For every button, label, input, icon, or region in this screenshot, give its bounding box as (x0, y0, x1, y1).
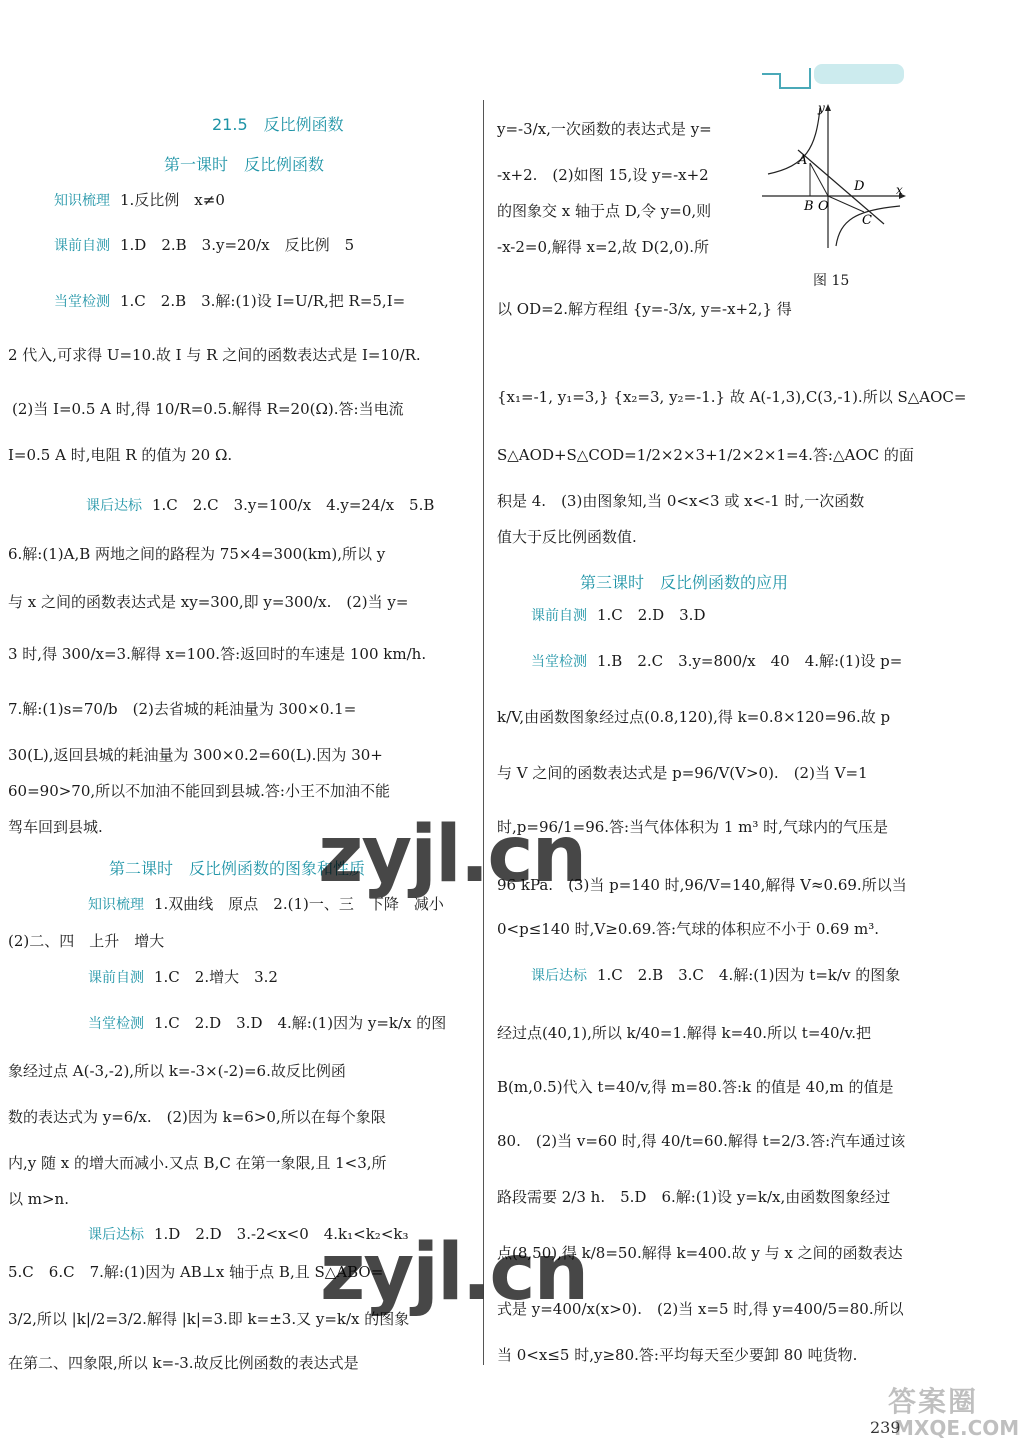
answer-line: 与 V 之间的函数表达式是 p=96/V(V>0). (2)当 V=1 (497, 764, 868, 782)
column-divider (483, 100, 484, 1365)
answer-line: 的图象交 x 轴于点 D,令 y=0,则 (497, 202, 712, 220)
answer-line: y=-3/x,一次函数的表达式是 y= (497, 120, 712, 138)
answer-line: 当堂检测 1.B 2.C 3.y=800/x 40 4.解:(1)设 p= (531, 652, 903, 670)
function-graph-figure (760, 98, 910, 258)
answer-line: -x-2=0,解得 x=2,故 D(2,0).所 (497, 238, 709, 256)
answer-line: 6.解:(1)A,B 两地之间的路程为 75×4=300(km),所以 y (8, 545, 386, 563)
site-logo: 答案圈 MXQE.COM (888, 1385, 1019, 1440)
answer-line: 当 0<x≤5 时,y≥80.答:平均每天至少要卸 80 吨货物. (497, 1346, 858, 1364)
section-title: 21.5 反比例函数 (212, 115, 344, 134)
label-a: A (798, 153, 808, 168)
answer-line: 式是 y=400/x(x>0). (2)当 x=5 时,得 y=400/5=80.所以 (497, 1300, 904, 1318)
answer-line: {x₁=-1, y₁=3,} {x₂=3, y₂=-1.} 故 A(-1,3),C(3,-1).所以 S△AOC= (497, 388, 967, 406)
answer-line: B(m,0.5)代入 t=40/v,得 m=80.答:k 的值是 40,m 的值是 (497, 1078, 894, 1096)
label-d: D (854, 179, 865, 194)
answer-line: 96 kPa. (3)当 p=140 时,96/V=140,解得 V≈0.69.所以当 (497, 876, 907, 894)
answer-line: (2)二、四 上升 增大 (8, 932, 165, 950)
answer-line: 经过点(40,1),所以 k/40=1.解得 k=40.所以 t=40/v.把 (497, 1024, 871, 1042)
label-c: C (862, 213, 872, 228)
answer-line: 知识梳理 1.反比例 x≠0 (54, 191, 225, 209)
label-y: y (818, 101, 825, 115)
section-tag: 知识梳理 (54, 193, 110, 209)
answer-line: 80. (2)当 v=60 时,得 40/t=60.解得 t=2/3.答:汽车通过该 (497, 1132, 906, 1150)
answer-line: 数的表达式为 y=6/x. (2)因为 k=6>0,所以在每个象限 (8, 1108, 386, 1126)
answer-line: 2 代入,可求得 U=10.故 I 与 R 之间的函数表达式是 I=10/R. (8, 346, 421, 364)
hyperbola-branch (768, 108, 820, 174)
section-tag: 课后达标 (86, 498, 142, 514)
page-number: 239 (870, 1418, 901, 1437)
answer-line: 以 OD=2.解方程组 {y=-3/x, y=-x+2,} 得 (497, 300, 792, 318)
answer-line: -x+2. (2)如图 15,设 y=-x+2 (497, 166, 709, 184)
answer-line: 7.解:(1)s=70/b (2)去省城的耗油量为 300×0.1= (8, 700, 357, 718)
answer-line: 内,y 随 x 的增大而减小.又点 B,C 在第一象限,且 1<3,所 (8, 1154, 387, 1172)
section-tag: 课后达标 (88, 1227, 144, 1243)
answer-line: 知识梳理 1.双曲线 原点 2.(1)一、三 下降 减小 (88, 895, 444, 913)
answer-line: 3 时,得 300/x=3.解得 x=100.答:返回时的车速是 100 km/h. (8, 645, 427, 663)
answer-line: 在第二、四象限,所以 k=-3.故反比例函数的表达式是 (8, 1354, 359, 1372)
section-tag: 课前自测 (88, 970, 144, 986)
answer-line: 点(8,50),得 k/8=50.解得 k=400.故 y 与 x 之间的函数表达 (497, 1244, 903, 1262)
watermark: zyjl.cn (318, 810, 586, 900)
section-tag: 当堂检测 (88, 1016, 144, 1032)
answer-line: 以 m>n. (8, 1190, 69, 1208)
answer-line: 积是 4. (3)由图象知,当 0<x<3 或 x<-1 时,一次函数 (497, 492, 865, 510)
section-tag: 当堂检测 (54, 294, 110, 310)
section-tag: 当堂检测 (531, 654, 587, 670)
lesson-3-title: 第三课时 反比例函数的应用 (580, 573, 789, 592)
answer-line: 30(L),返回县城的耗油量为 300×0.2=60(L).因为 30+ (8, 746, 383, 764)
answer-line: 当堂检测 1.C 2.D 3.D 4.解:(1)因为 y=k/x 的图 (88, 1014, 447, 1032)
answer-line: 当堂检测 1.C 2.B 3.解:(1)设 I=U/R,把 R=5,I= (54, 292, 406, 310)
answer-line: k/V,由函数图象经过点(0.8,120),得 k=0.8×120=96.故 p (497, 708, 891, 726)
answer-line: 课后达标 1.D 2.D 3.-2<x<0 4.k₁<k₂<k₃ (88, 1225, 409, 1243)
answer-line: 课后达标 1.C 2.C 3.y=100/x 4.y=24/x 5.B (86, 496, 435, 514)
answer-line: S△AOD+S△COD=1/2×2×3+1/2×2×1=4.答:△AOC 的面 (497, 446, 914, 464)
answer-line: 课前自测 1.D 2.B 3.y=20/x 反比例 5 (54, 236, 355, 254)
answer-line: 课后达标 1.C 2.B 3.C 4.解:(1)因为 t=k/v 的图象 (531, 966, 901, 984)
answer-line: 60=90>70,所以不加油不能回到县城.答:小王不加油不能 (8, 782, 390, 800)
answer-line: 值大于反比例函数值. (497, 528, 637, 546)
figure-caption: 图 15 (813, 273, 850, 289)
section-tag: 知识梳理 (88, 897, 144, 913)
answer-line: 时,p=96/1=96.答:当气体体积为 1 m³ 时,气球内的气压是 (497, 818, 888, 836)
answer-line: 0<p≤140 时,V≥0.69.答:气球的体积应不小于 0.69 m³. (497, 920, 880, 938)
label-b: B (804, 199, 814, 214)
label-o: O (818, 199, 829, 214)
answer-line: 课前自测 1.C 2.D 3.D (531, 606, 706, 624)
lesson-1-title: 第一课时 反比例函数 (164, 155, 325, 174)
lesson-2-title: 第二课时 反比例函数的图象和性质 (109, 859, 366, 878)
answer-line: (2)当 I=0.5 A 时,得 10/R=0.5.解得 R=20(Ω).答:当电流 (12, 400, 404, 418)
section-tag: 课前自测 (54, 238, 110, 254)
answer-line: 5.C 6.C 7.解:(1)因为 AB⊥x 轴于点 B,且 S△ABO= (8, 1263, 384, 1281)
section-tag: 课后达标 (531, 968, 587, 984)
answer-line: 与 x 之间的函数表达式是 xy=300,即 y=300/x. (2)当 y= (8, 593, 409, 611)
answer-line: 象经过点 A(-3,-2),所以 k=-3×(-2)=6.故反比例函 (8, 1062, 346, 1080)
label-x: x (896, 183, 903, 197)
segment-oc (828, 196, 864, 212)
answer-line: 驾车回到县城. (8, 818, 103, 836)
answer-line: 3/2,所以 |k|/2=3/2.解得 |k|=3.即 k=±3.又 y=k/x 的图象 (8, 1310, 410, 1328)
y-axis-arrow-icon (825, 104, 831, 111)
header-decoration (762, 58, 907, 92)
answer-line: 课前自测 1.C 2.增大 3.2 (88, 968, 278, 986)
answer-line: 路段需要 2/3 h. 5.D 6.解:(1)设 y=k/x,由函数图象经过 (497, 1188, 891, 1206)
section-tag: 课前自测 (531, 608, 587, 624)
answer-line: I=0.5 A 时,电阻 R 的值为 20 Ω. (8, 446, 233, 464)
watermark: zyjl.cn (320, 1228, 588, 1318)
